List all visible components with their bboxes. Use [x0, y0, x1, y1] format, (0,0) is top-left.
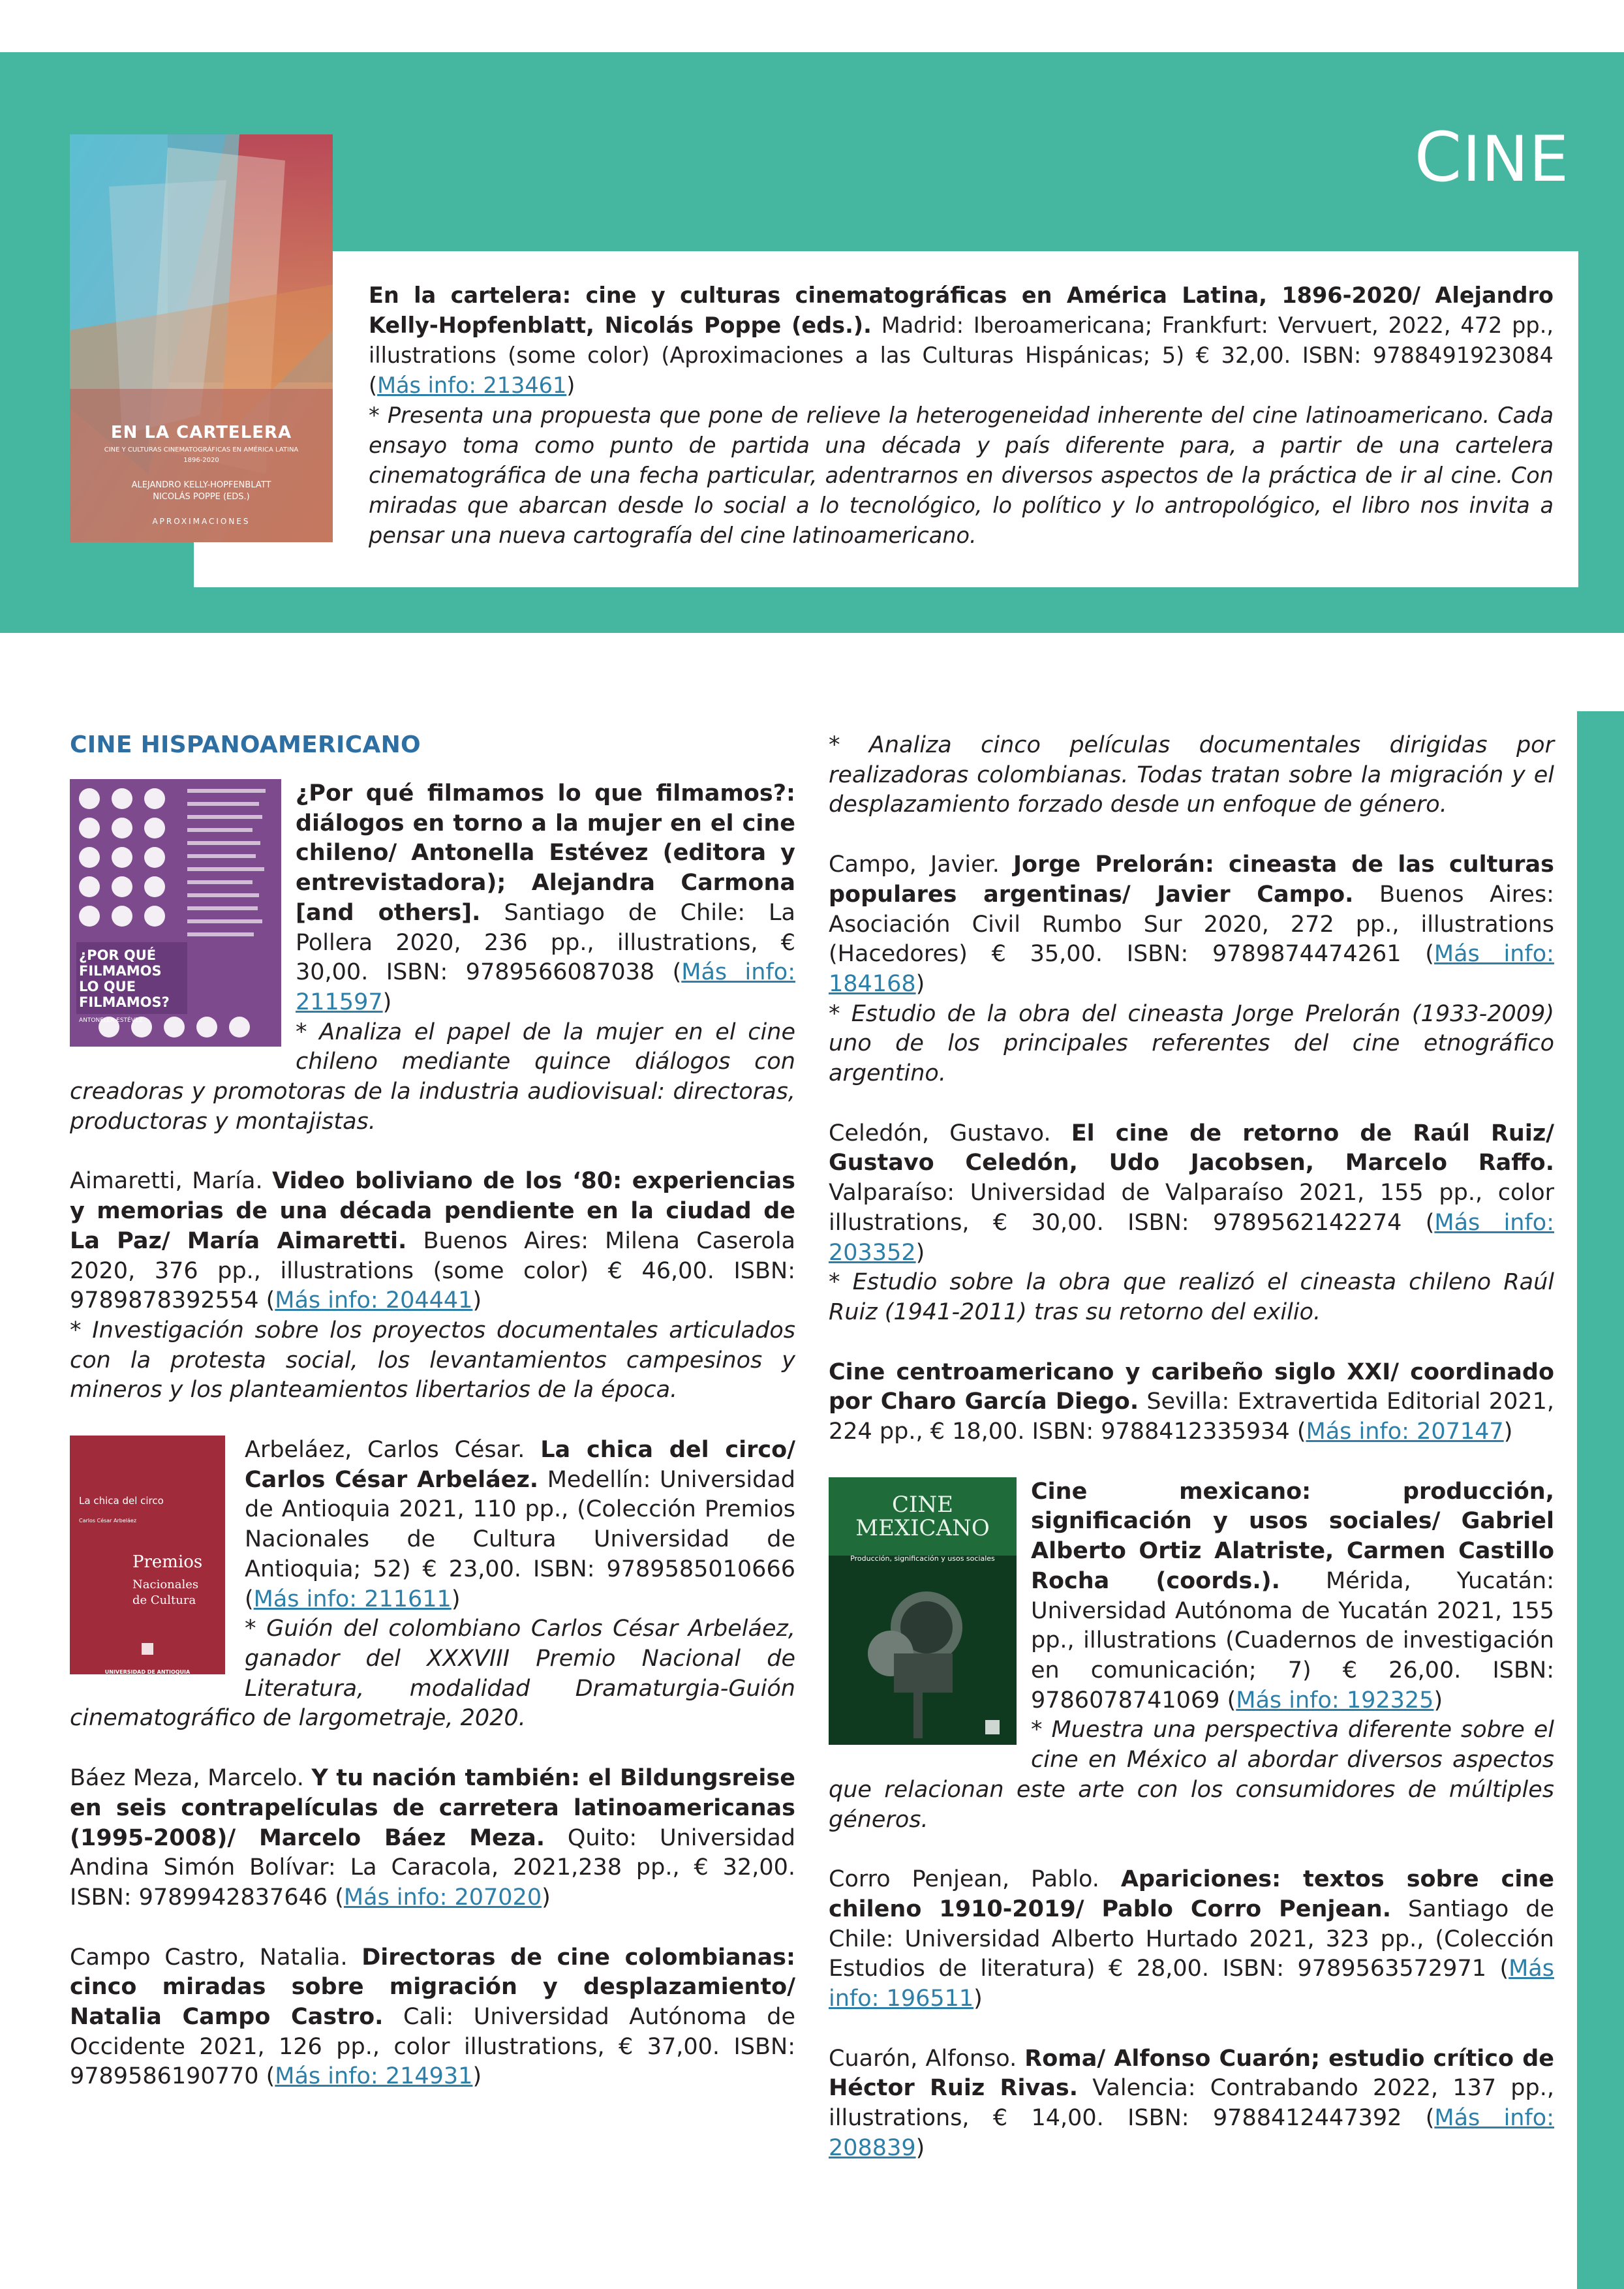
book-description: * Investigación sobre los proyectos documentales articulados con la protesta social, los levantamientos campesinos y mineros y los planteamientos libertarios de la época.	[70, 1317, 795, 1404]
more-info-link[interactable]: Más info: 204441	[275, 1287, 473, 1314]
feature-cover-title: EN LA CARTELERA	[110, 423, 292, 442]
book-details: Buenos Aires: Milena Caserola 2020, 376 pp., illustrations (some color) € 46,00. ISBN: 9789878392554 (	[70, 1227, 795, 1314]
feature-book-details: Madrid: Iberoamericana; Frankfurt: Vervuert, 2022, 472 pp., illustrations (some color) (Aproximaciones a las Culturas Hispánicas; 5) € 32,00. ISBN: 9788491923084 (	[369, 313, 1554, 398]
feature-book-cover[interactable]	[70, 134, 333, 542]
book-author: Campo Castro, Natalia.	[70, 1944, 362, 1971]
book-title: La chica del circo/ Carlos César Arbeláez.	[245, 1437, 795, 1493]
feature-book-description: * Presenta una propuesta que pone de relieve la heterogeneidad inherente del cine latinoamericano. Cada ensayo toma como punto de partida una década y país diferente para, a partir de una cartelera cinematográfica de una fecha particular, adentrarnos en diversos aspectos de la práctica de ir al cine. Con miradas que abarcan desde lo social a lo tecnológico, lo político y lo antropológico, el libro nos invita a pensar una nueva cartografía del cine latinoamericano.	[369, 403, 1554, 548]
book-description: * Estudio sobre la obra que realizó el cineasta chileno Raúl Ruiz (1941-2011) tras su retorno del exilio.	[829, 1269, 1554, 1325]
book-cover-publisher: UADY	[979, 1747, 993, 1753]
book-cover-author: Carlos César Arbeláez	[79, 1518, 137, 1524]
book-cover-subtitle: Producción, significación y usos sociales	[850, 1554, 995, 1563]
book-author: Campo, Javier.	[829, 852, 1014, 878]
book-title: Video boliviano de los ‘80: experiencias y memorias de una década pendiente en la ciudad de La Paz/ María Aimaretti.	[70, 1168, 795, 1254]
book-entry: Aimaretti, María. Video boliviano de los ‘80: experiencias y memorias de una década pendiente en la ciudad de La Paz/ María Aimaretti. Buenos Aires: Milena Caserola 2020, 376 pp., illustrations (some color) € 46,00. ISBN: 9789878392554 (Más info: 204441) * Investigación sobre los proyectos documentales articulados con la protesta social, los levantamientos campesinos y mineros y los planteamientos libertarios de la época.	[70, 1168, 795, 1404]
book-title: Jorge Prelorán: cineasta de las culturas populares argentinas/ Javier Campo.	[829, 852, 1554, 908]
continued-description	[829, 731, 1554, 820]
feature-cover-subtitle: CINE Y CULTURAS CINEMATOGRÁFICAS EN AMÉRICA LATINA	[104, 446, 299, 453]
book-author: Corro Penjean, Pablo.	[829, 1866, 1121, 1893]
book-cover-series: Premios	[132, 1552, 203, 1573]
more-info-link[interactable]: Más info: 208839	[829, 2105, 1554, 2161]
more-info-link[interactable]: Más info: 184168	[829, 941, 1554, 997]
book-title: El cine de retorno de Raúl Ruiz/ Gustavo Celedón, Udo Jacobsen, Marcelo Raffo.	[829, 1120, 1555, 1176]
book-title: Directoras de cine colombianas: cinco miradas sobre migración y desplazamiento/ Natalia Campo Castro.	[70, 1944, 795, 2031]
book-author: Celedón, Gustavo.	[829, 1120, 1071, 1146]
book-details: Santiago de Chile: La Pollera 2020, 236 pp., illustrations, € 30,00. ISBN: 9789566087038 (	[296, 899, 796, 986]
book-description: * Estudio de la obra del cineasta Jorge Prelorán (1933-2009) uno de los principales referentes del cine etnográfico argentino.	[829, 1000, 1554, 1087]
book-entry: CINE MEXICANO Producción, significación y usos sociales UADY Cine mexicano: producción, significación y usos sociales/ Gabriel Alberto Ortiz Alatriste, Carmen Castillo Rocha (coords.). Mérida, Yucatán: Universidad Autónoma de Yucatán 2021, 155 pp., illustrations (Cuadernos de investigación en comunicación; 7) € 26,00. ISBN: 9786078741069 (Más info: 192325) * Muestra una perspectiva diferente sobre el cine en México al abordar diversos aspectos que relacionan este arte con los consumidores de múltiples géneros.	[829, 1478, 1554, 1833]
more-info-link[interactable]: Más info: 196511	[829, 1956, 1554, 2012]
more-info-link[interactable]: Más info: 203352	[829, 1209, 1554, 1266]
feature-more-info-link[interactable]: Más info: 213461	[377, 373, 567, 398]
book-description: * Guión del colombiano Carlos César Arbeláez, ganador del XXXVIII Premio Nacional de Literatura, modalidad Dramaturgia-Guión cinematográfico de largometraje, 2020.	[70, 1616, 795, 1732]
more-info-link[interactable]: Más info: 211611	[253, 1586, 452, 1612]
book-cover-series: Nacionales	[132, 1578, 199, 1592]
book-cover-title: La chica del circo	[79, 1495, 164, 1507]
book-title: Y tu nación también: el Bildungsreise en seis contrapelículas de carretera latinoamericanas (1995-2008)/ Marcelo Báez Meza.	[70, 1765, 795, 1851]
left-column	[70, 724, 795, 2122]
book-description: * Analiza cinco películas documentales dirigidas por realizadoras colombianas. Todas tratan sobre la migración y el desplazamiento forzado desde un enfoque de género.	[829, 732, 1554, 818]
feature-cover-editor: NICOLÁS POPPE (EDS.)	[153, 492, 250, 502]
book-entry: Celedón, Gustavo. El cine de retorno de Raúl Ruiz/ Gustavo Celedón, Udo Jacobsen, Marcelo Raffo. Valparaíso: Universidad de Valparaíso 2021, 155 pp., color illustrations, € 30,00. ISBN: 9789562142274 (Más info: 203352) * Estudio sobre la obra que realizó el cineasta chileno Raúl Ruiz (1941-2011) tras su retorno del exilio.	[829, 1120, 1555, 1325]
book-description: * Muestra una perspectiva diferente sobre el cine en México al abordar diversos aspectos que relacionan este arte con los consumidores de múltiples géneros.	[829, 1717, 1554, 1833]
book-details: Valencia: Contrabando 2022, 137 pp., illustrations, € 14,00. ISBN: 9788412447392 (	[829, 2075, 1554, 2132]
book-author: Cuarón, Alfonso.	[829, 2045, 1025, 2072]
book-cover-title: CINE MEXICANO	[855, 1491, 990, 1541]
book-details: Mérida, Yucatán: Universidad Autónoma de Yucatán 2021, 155 pp., illustrations (Cuadernos de investigación en comunicación; 7) € 26,00. ISBN: 9786078741069 (	[1031, 1567, 1554, 1713]
book-details: Buenos Aires: Asociación Civil Rumbo Sur 2020, 272 pp., illustrations (Hacedores) € 35,00. ISBN: 9789874474261 (	[829, 881, 1554, 968]
book-entry: Campo, Javier. Jorge Prelorán: cineasta de las culturas populares argentinas/ Javier Campo. Buenos Aires: Asociación Civil Rumbo Sur 2020, 272 pp., illustrations (Hacedores) € 35,00. ISBN: 9789874474261 (Más info: 184168) * Estudio de la obra del cineasta Jorge Prelorán (1933-2009) uno de los principales referentes del cine etnográfico argentino.	[829, 852, 1554, 1087]
book-cover-series: de Cultura	[132, 1593, 196, 1608]
section-title: CINE	[1414, 117, 1569, 197]
book-title: Apariciones: textos sobre cine chileno 1910-2019/ Pablo Corro Penjean.	[829, 1866, 1554, 1922]
book-entry: Corro Penjean, Pablo. Apariciones: textos sobre cine chileno 1910-2019/ Pablo Corro Penjean. Santiago de Chile: Universidad Alberto Hurtado 2021, 323 pp., (Colección Estudios de literatura) € 28,00. ISBN: 9789563572971 (Más info: 196511)	[829, 1866, 1554, 2012]
book-details: Santiago de Chile: Universidad Alberto Hurtado 2021, 323 pp., (Colección Estudios de literatura) € 28,00. ISBN: 9789563572971 (	[829, 1896, 1554, 1982]
book-author: Arbeláez, Carlos César.	[245, 1437, 541, 1464]
feature-cover-series: APROXIMACIONES	[152, 517, 251, 526]
book-details: Valparaíso: Universidad de Valparaíso 2021, 155 pp., color illustrations, € 30,00. ISBN: 9789562142274 (	[829, 1180, 1554, 1236]
more-info-link[interactable]: Más info: 207147	[1306, 1419, 1504, 1445]
feature-entry: En la cartelera: cine y culturas cinematográficas en América Latina, 1896-2020/ Alejandro Kelly-Hopfenblatt, Nicolás Poppe (eds.). Madrid: Iberoamericana; Frankfurt: Vervuert, 2022, 472 pp., illustrations (some color) (Aproximaciones a las Culturas Hispánicas; 5) € 32,00. ISBN: 9788491923084 (Más info: 213461) * Presenta una propuesta que pone de relieve la heterogeneidad inherente del cine latinoamericano. Cada ensayo toma como punto de partida una década y país diferente para, a partir de una cartelera cinematográfica de una fecha particular, adentrarnos en diversos aspectos de la práctica de ir al cine. Con miradas que abarcan desde lo social a lo tecnológico, lo político y lo antropológico, el libro nos invita a pensar una nueva cartografía del cine latinoamericano.	[369, 283, 1554, 548]
feature-cover-years: 1896-2020	[183, 457, 219, 464]
book-entry: Báez Meza, Marcelo. Y tu nación también: el Bildungsreise en seis contrapelículas de carretera latinoamericanas (1995-2008)/ Marcelo Báez Meza. Quito: Universidad Andina Simón Bolívar: La Caracola, 2021,238 pp., € 32,00. ISBN: 9789942837646 (Más info: 207020)	[70, 1765, 795, 1911]
book-entry: Campo Castro, Natalia. Directoras de cine colombianas: cinco miradas sobre migración y desplazamiento/ Natalia Campo Castro. Cali: Universidad Autónoma de Occidente 2021, 126 pp., color illustrations, € 37,00. ISBN: 9789586190770 (Más info: 214931)	[70, 1944, 795, 2090]
book-author: Báez Meza, Marcelo.	[70, 1765, 312, 1792]
book-cover-title: ¿POR QUÉ FILMAMOS LO QUE FILMAMOS?	[79, 947, 170, 1010]
book-entry: ¿POR QUÉ FILMAMOS LO QUE FILMAMOS? ANTONELLA ESTÉVEZ ¿Por qué filmamos lo que filmamos?: diálogos en torno a la mujer en el cine chileno/ Antonella Estévez (editora y entrevistadora); Alejandra Carmona [and others]. Santiago de Chile: La Pollera 2020, 236 pp., illustrations, € 30,00. ISBN: 9789566087038 (Más info: 211597) * Analiza el papel de la mujer en el cine chileno mediante quince diálogos con creadoras y promotoras de la industria audiovisual: directoras, productoras y montajistas.	[70, 780, 796, 1135]
feature-book-title: En la cartelera: cine y culturas cinematográficas en América Latina, 1896-2020/ Alejandro Kelly-Hopfenblatt, Nicolás Poppe (eds.).	[369, 283, 1554, 338]
book-details: Cali: Universidad Autónoma de Occidente 2021, 126 pp., color illustrations, € 37,00. ISBN: 9789586190770 (	[70, 2004, 795, 2090]
book-title: Roma/ Alfonso Cuarón; estudio crítico de Héctor Ruiz Rivas.	[829, 2045, 1554, 2102]
more-info-link[interactable]: Más info: 207020	[343, 1884, 542, 1911]
more-info-link[interactable]: Más info: 192325	[1236, 1687, 1434, 1713]
sidebar-accent-bar	[1577, 711, 1624, 2289]
book-cover[interactable]	[70, 1436, 225, 1674]
book-entry: Cine centroamericano y caribeño siglo XXI/ coordinado por Charo García Diego. Sevilla: Extravertida Editorial 2021, 224 pp., € 18,00. ISBN: 9788412335934 (Más info: 207147)	[829, 1359, 1554, 1445]
book-cover-author: ANTONELLA ESTÉVEZ	[79, 1017, 143, 1024]
more-info-link[interactable]: Más info: 211597	[296, 959, 795, 1015]
subsection-heading: CINE HISPANOAMERICANO	[70, 731, 421, 758]
more-info-link[interactable]: Más info: 214931	[275, 2063, 473, 2090]
book-details: Sevilla: Extravertida Editorial 2021, 224 pp., € 18,00. ISBN: 9788412335934 (	[829, 1389, 1554, 1445]
book-description: * Analiza el papel de la mujer en el cine chileno mediante quince diálogos con creadoras y promotoras de la industria audiovisual: directoras, productoras y montajistas.	[70, 1019, 795, 1135]
book-author: Aimaretti, María.	[70, 1168, 273, 1195]
book-details: Medellín: Universidad de Antioquia 2021, 110 pp., (Colección Premios Nacionales de Cultura Universidad de Antioquia; 52) € 23,00. ISBN: 9789585010666 (	[245, 1466, 795, 1612]
book-title: ¿Por qué filmamos lo que filmamos?: diálogos en torno a la mujer en el cine chileno/ Antonella Estévez (editora y entrevistadora); Alejandra Carmona [and others].	[296, 780, 795, 926]
book-cover[interactable]	[829, 1477, 1017, 1753]
right-column	[829, 731, 1554, 2194]
book-cover[interactable]	[70, 779, 281, 1047]
book-entry: Cuarón, Alfonso. Roma/ Alfonso Cuarón; estudio crítico de Héctor Ruiz Rivas. Valencia: Contrabando 2022, 137 pp., illustrations, € 14,00. ISBN: 9788412447392 (Más info: 208839)	[829, 2045, 1554, 2161]
book-entry: La chica del circo Carlos César Arbeláez Premios Nacionales de Cultura UNIVERSIDAD DE ANTIOQUIA Arbeláez, Carlos César. La chica del circo/ Carlos César Arbeláez. Medellín: Universidad de Antioquia 2021, 110 pp., (Colección Premios Nacionales de Cultura Universidad de Antioquia; 52) € 23,00. ISBN: 9789585010666 (Más info: 211611) * Guión del colombiano Carlos César Arbeláez, ganador del XXXVIII Premio Nacional de Literatura, modalidad Dramaturgia-Guión cinematográfico de largometraje, 2020.	[70, 1437, 795, 1732]
feature-cover-editor: ALEJANDRO KELLY-HOPFENBLATT	[131, 480, 271, 490]
book-cover-publisher: UNIVERSIDAD DE ANTIOQUIA	[104, 1669, 191, 1676]
book-title: Cine mexicano: producción, significación y usos sociales/ Gabriel Alberto Ortiz Alatriste, Carmen Castillo Rocha (coords.).	[1031, 1478, 1554, 1594]
book-details: Quito: Universidad Andina Simón Bolívar: La Caracola, 2021,238 pp., € 32,00. ISBN: 9789942837646 (	[70, 1824, 795, 1911]
book-title: Cine centroamericano y caribeño siglo XXI/ coordinado por Charo García Diego.	[829, 1359, 1554, 1415]
